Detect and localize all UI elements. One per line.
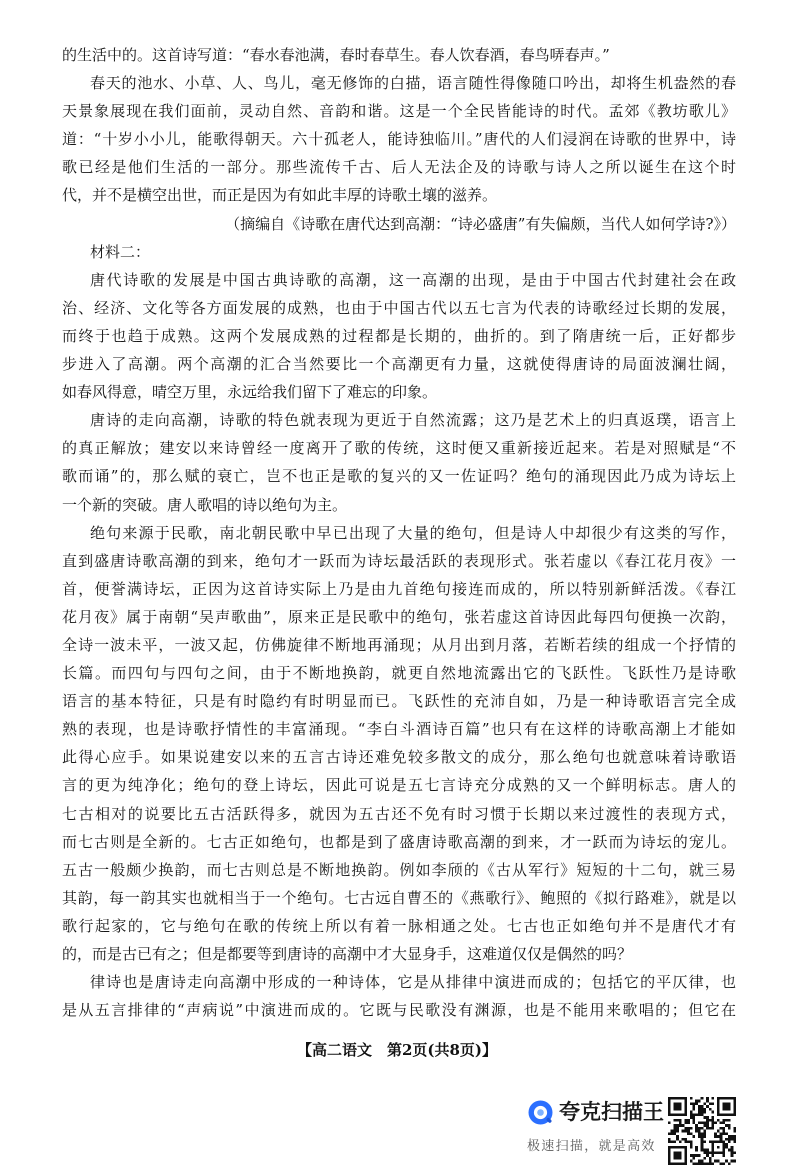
section-heading: 材料二： bbox=[90, 242, 151, 261]
text-line: 而七古则是全新的。七古正如绝句，也都是到了盛唐诗歌高潮的到来，才一跃而为诗坛的宠儿。 bbox=[62, 832, 736, 851]
text-line: 全诗一波未平，一波又起，仿佛旋律不断地再涌现；从月出到月落，若断若续的组成一个抒情的 bbox=[62, 635, 736, 654]
text-line: 首，便誉满诗坛，正因为这首诗实际上乃是由九首绝句接连而成的，所以特别新鲜活泼。《春江 bbox=[62, 579, 736, 598]
text-line: 语言的基本特征，只是有时隐约有时明显而已。飞跃性的充沛自如，乃是一种诗歌语言完全成 bbox=[62, 692, 736, 711]
text-line: 直到盛唐诗歌高潮的到来，绝句才一跃而为诗坛最活跃的表现形式。张若虚以《春江花月夜》一 bbox=[62, 551, 736, 570]
text-line: 一个新的突破。唐人歌唱的诗以绝句为主。 bbox=[62, 495, 348, 514]
paragraph bbox=[62, 519, 736, 969]
watermark-slogan: 极速扫描，就是高效 bbox=[527, 1139, 656, 1154]
page-footer: 【高二语文 第2页(共8页)】 bbox=[296, 1041, 498, 1059]
paragraph bbox=[62, 41, 736, 69]
text-line: 步进入了高潮。两个高潮的汇合当然要比一个高潮更有力量，这就使得唐诗的局面波澜壮阔， bbox=[62, 355, 736, 374]
watermark-brand: 夸克扫描王 bbox=[559, 1100, 664, 1124]
quark-logo-icon bbox=[527, 1099, 554, 1126]
text-line: 治、经济、文化等各方面发展的成熟，也由于中国古代以五七言为代表的诗歌经过长期的发展， bbox=[62, 298, 736, 317]
text-line: 言的更为纯净化；绝句的登上诗坛，因此可说是五七言诗充分成熟的又一个鲜明标志。唐人的 bbox=[62, 776, 736, 795]
text-line: 歌已经是他们生活的一部分。那些流传千古、后人无法企及的诗歌与诗人之所以诞生在这个时 bbox=[62, 158, 736, 177]
text-line: 的，而是古已有之；但是都要等到唐诗的高潮中才大显身手，这难道仅仅是偶然的吗？ bbox=[62, 945, 633, 963]
text-line: 熟的表现，也是诗歌抒情性的丰富涌现。“李白斗酒诗百篇”也只有在这样的诗歌高潮上才能如 bbox=[62, 720, 736, 739]
paragraph bbox=[62, 69, 736, 209]
text-line: 歌而诵”的，那么赋的衰亡，岂不也正是歌的复兴的又一佐证吗？绝句的涌现因此乃成为诗坛上 bbox=[62, 467, 736, 486]
text-line: 的真正解放；建安以来诗曾经一度离开了歌的传统，这时便又重新接近起来。若是对照赋是“不 bbox=[62, 439, 736, 458]
text-line: 春天的池水、小草、人、鸟儿，毫无修饰的白描，语言随性得像随口吟出，却将生机盎然的春 bbox=[90, 74, 736, 93]
text-line: 长篇。而四句与四句之间，由于不断地换韵，就更自然地流露出它的飞跃性。飞跃性乃是诗歌 bbox=[62, 664, 736, 683]
paragraph bbox=[62, 968, 736, 1024]
text-line: 道：“十岁小小儿，能歌得朝天。六十孤老人，能诗独临川。”唐代的人们浸润在诗歌的世界中，诗 bbox=[62, 130, 736, 149]
text-line: 绝句来源于民歌，南北朝民歌中早已出现了大量的绝句，但是诗人中却很少有这类的写作， bbox=[90, 523, 736, 542]
text-line: 律诗也是唐诗走向高潮中形成的一种诗体，它是从排律中演进而成的；包括它的平仄律，也 bbox=[90, 973, 736, 992]
text-line: 是从五言排律的“声病说”中演进而成的。它既与民歌没有渊源，也是不能用来歌唱的；但它在 bbox=[62, 1001, 736, 1020]
text-line: 如春风得意，晴空万里，永远给我们留下了难忘的印象。 bbox=[62, 383, 438, 402]
document-body bbox=[62, 41, 736, 1024]
text-line: 此得心应手。如果说建安以来的五言古诗还难免较多散文的成分，那么绝句也就意味着诗歌语 bbox=[62, 748, 736, 767]
text-line: 五古一般颇少换韵，而七古则总是不断地换韵。例如李颀的《古从军行》短短的十二句，就三易 bbox=[62, 860, 736, 879]
text-line: 七古相对的说要比五古活跃得多，就因为五古还不免有时习惯于长期以来过渡性的表现方式， bbox=[62, 804, 736, 823]
text-line: 的生活中的。这首诗写道：“春水春池满，春时春草生。春人饮春酒，春鸟哢春声。” bbox=[62, 46, 610, 64]
text-line: 代，并不是横空出世，而正是因为有如此丰厚的诗歌土壤的滋养。 bbox=[62, 186, 498, 205]
text-line: 唐代诗歌的发展是中国古典诗歌的高潮，这一高潮的出现，是由于中国古代封建社会在政 bbox=[90, 270, 736, 289]
text-line: 而终于也趋于成熟。这两个发展成熟的过程都是长期的，曲折的。到了隋唐统一后，正好都步 bbox=[62, 326, 736, 345]
text-line: 花月夜》属于南朝“吴声歌曲”，原来正是民歌中的绝句，张若虚这首诗因此每四句便换一次韵， bbox=[62, 607, 736, 626]
paragraph bbox=[62, 406, 736, 518]
paragraph bbox=[62, 266, 736, 406]
text-line: 歌行起家的，它与绝句在歌的传统上所以有着一脉相通之处。七古也正如绝句并不是唐代才有 bbox=[62, 916, 736, 935]
text-line: 唐诗的走向高潮，诗歌的特色就表现为更近于自然流露；这乃是艺术上的归真返璞，语言上 bbox=[90, 411, 736, 430]
text-line: 其韵，每一韵其实也就相当于一个绝句。七古远自曹丕的《燕歌行》、鲍照的《拟行路难》，就是以 bbox=[62, 888, 736, 907]
text-line: 天景象展现在我们面前，灵动自然、音韵和谐。这是一个全民皆能诗的时代。孟郊《教坊歌儿》 bbox=[62, 102, 736, 121]
source-citation: （摘编自《诗歌在唐代达到高潮：“诗必盛唐”有失偏颇，当代人如何学诗?》） bbox=[225, 214, 736, 233]
qr-code-icon bbox=[668, 1097, 736, 1165]
